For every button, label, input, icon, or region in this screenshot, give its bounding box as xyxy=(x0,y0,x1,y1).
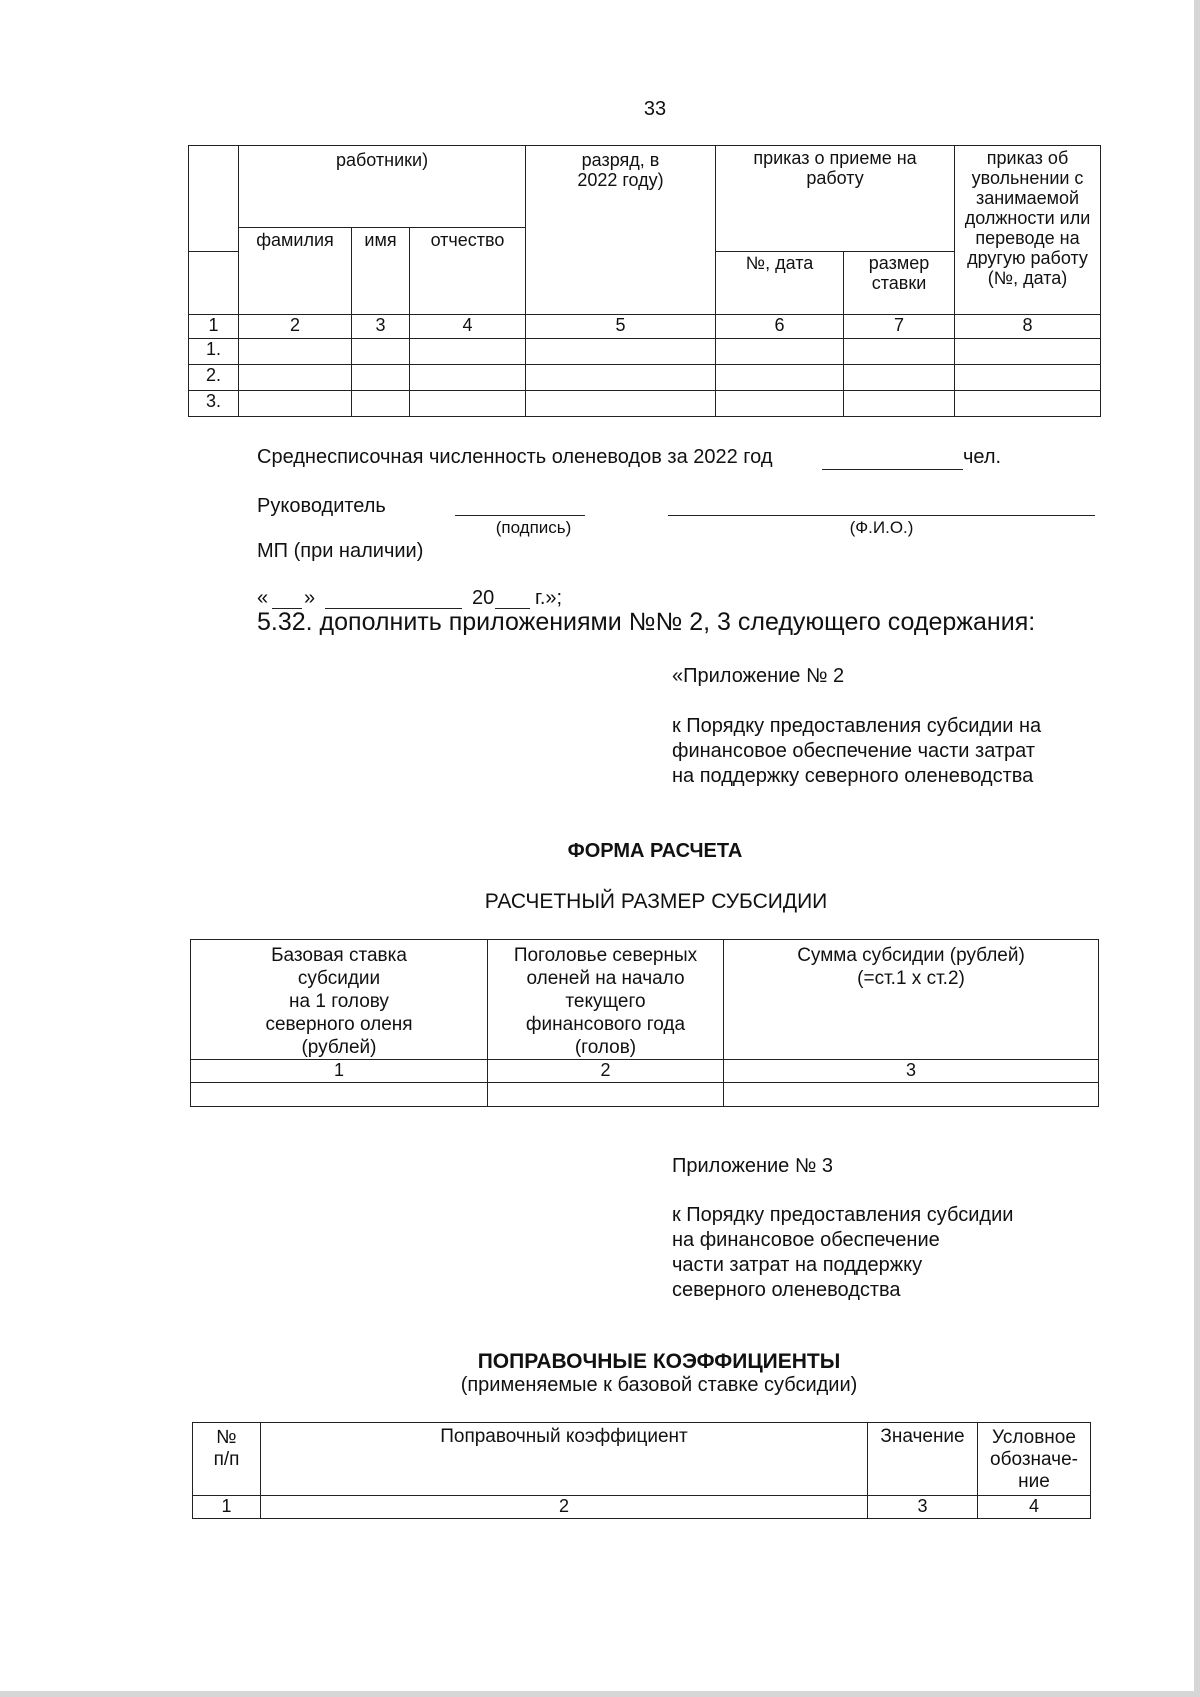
annex2-reference: к Порядку предоставления субсидии на финансовое обеспечение части затрат на поддержку северного оленеводства xyxy=(672,715,1042,787)
header-order-hire: приказ о приеме на работу xyxy=(716,146,955,252)
col-number: 2 xyxy=(488,1060,724,1083)
calc-header-base-rate: Базовая ставка субсидии на 1 голову северного оленя (рублей) xyxy=(191,940,488,1060)
signature-line xyxy=(455,494,585,516)
header-surname: фамилия xyxy=(239,228,352,315)
col-number: 3 xyxy=(724,1060,1099,1083)
page-edge-bottom xyxy=(0,1691,1200,1697)
col-number: 1 xyxy=(191,1060,488,1083)
row-number: 2. xyxy=(189,365,239,391)
coef-header-name: Поправочный коэффициент xyxy=(261,1423,868,1496)
row-number: 3. xyxy=(189,391,239,417)
header-order-dismiss: приказ об увольнении с занимаемой должности или переводе на другую работу (№, дата) xyxy=(955,146,1101,315)
head-label: Руководитель xyxy=(257,495,386,517)
stamp-label: МП (при наличии) xyxy=(257,540,424,562)
col-number: 5 xyxy=(526,315,716,339)
coef-header-value: Значение xyxy=(868,1423,978,1496)
table-row xyxy=(189,365,1101,391)
calc-sub-heading: РАСЧЕТНЫЙ РАЗМЕР СУБСИДИИ xyxy=(484,890,828,913)
header-rate-size: размер ставки xyxy=(844,252,955,315)
header-blank-2 xyxy=(189,252,239,315)
date-suffix: г.»; xyxy=(535,587,563,609)
annex3-reference: к Порядку предоставления субсидии на финансовое обеспечение части затрат на поддержку северного оленеводства xyxy=(672,1204,1014,1301)
coefficients-table xyxy=(192,1422,1091,1519)
header-blank xyxy=(189,146,239,252)
page-number: 33 xyxy=(643,98,667,120)
coef-header-symbol: Условное обозначе- ние xyxy=(978,1423,1091,1496)
fio-caption: (Ф.И.О.) xyxy=(849,518,914,537)
col-number: 3 xyxy=(352,315,410,339)
col-number: 2 xyxy=(239,315,352,339)
header-workers: работники) xyxy=(239,146,526,228)
col-number: 8 xyxy=(955,315,1101,339)
col-number: 7 xyxy=(844,315,955,339)
header-grade: разряд, в 2022 году) xyxy=(526,146,716,315)
table-row xyxy=(189,391,1101,417)
avg-headcount-blank xyxy=(822,448,963,470)
date-month-blank xyxy=(325,587,462,609)
date-close-quote: » xyxy=(304,587,316,609)
coef-header-number: № п/п xyxy=(193,1423,261,1496)
calc-table xyxy=(190,939,1099,1107)
avg-headcount-unit: чел. xyxy=(963,446,1002,468)
col-number: 2 xyxy=(261,1496,868,1519)
workers-table xyxy=(188,145,1101,417)
col-number: 1 xyxy=(193,1496,261,1519)
col-number: 1 xyxy=(189,315,239,339)
sign-caption: (подпись) xyxy=(495,518,572,537)
annex3-title: Приложение № 3 xyxy=(672,1155,833,1177)
table-row xyxy=(189,339,1101,365)
row-number: 1. xyxy=(189,339,239,365)
coefficients-sub-heading: (применяемые к базовой ставке субсидии) xyxy=(460,1374,858,1396)
col-number: 4 xyxy=(410,315,526,339)
date-open-quote: « xyxy=(257,587,269,609)
col-number: 3 xyxy=(868,1496,978,1519)
coefficients-heading: ПОПРАВОЧНЫЕ КОЭФФИЦИЕНТЫ xyxy=(477,1350,841,1373)
column-numbers-row xyxy=(191,1060,1099,1083)
table-row xyxy=(191,1083,1099,1107)
date-year-blank xyxy=(495,587,530,609)
column-numbers-row xyxy=(193,1496,1091,1519)
header-name: имя xyxy=(352,228,410,315)
calc-header-livestock: Поголовье северных оленей на начало текущего финансового года (голов) xyxy=(488,940,724,1060)
form-heading: ФОРМА РАСЧЕТА xyxy=(567,840,743,862)
col-number: 4 xyxy=(978,1496,1091,1519)
avg-headcount-text: Среднесписочная численность оленеводов за 2022 год xyxy=(257,446,773,468)
col-number: 6 xyxy=(716,315,844,339)
date-day-blank xyxy=(272,587,302,609)
fio-line xyxy=(668,494,1095,516)
clause-5-32: 5.32. дополнить приложениями №№ 2, 3 следующего содержания: xyxy=(257,608,1036,636)
header-patronymic: отчество xyxy=(410,228,526,315)
annex2-title: «Приложение № 2 xyxy=(672,665,845,687)
header-no-date: №, дата xyxy=(716,252,844,315)
column-numbers-row xyxy=(189,315,1101,339)
date-year-prefix: 20 xyxy=(472,587,495,609)
calc-header-amount: Сумма субсидии (рублей) (=ст.1 х ст.2) xyxy=(724,940,1099,1060)
